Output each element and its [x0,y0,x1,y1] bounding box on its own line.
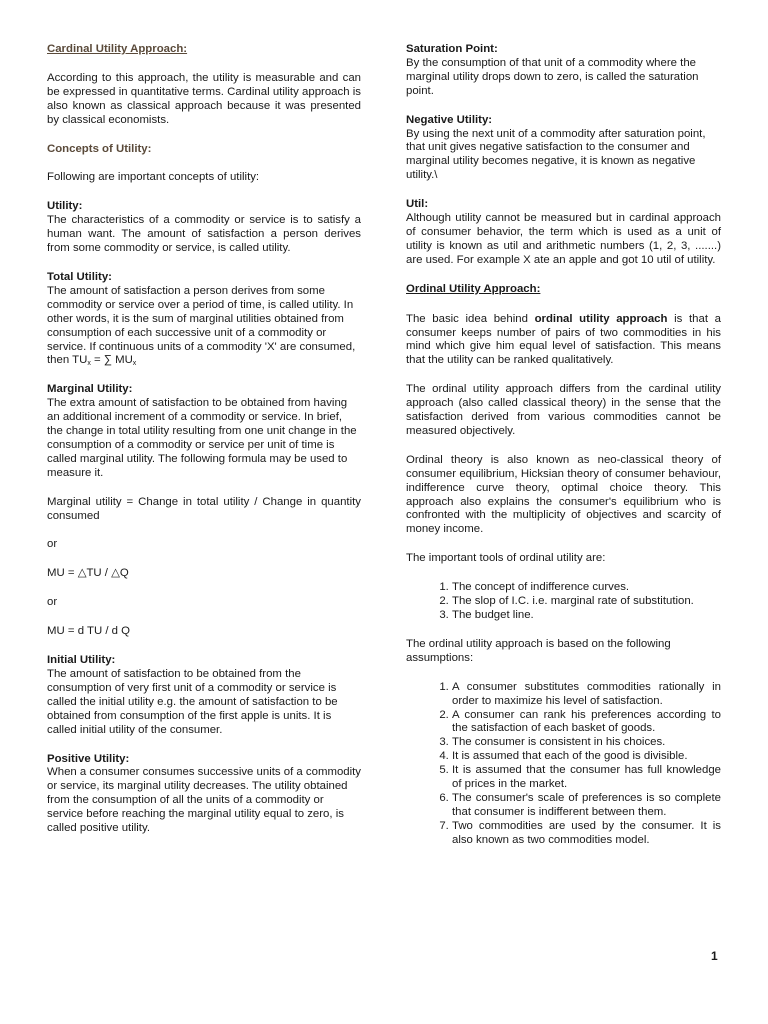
concepts-intro: Following are important concepts of utility: [47,171,260,184]
saturation-paragraph: By the consumption of that unit of a commodity where the marginal utility drops down to zero, is called the saturation point. [406,56,699,97]
right-column [406,43,721,848]
page-number: 1 [711,949,718,963]
list-item: 7. Two commodities are used by the consumer. It is also known as two commodities model. [452,820,721,848]
ordinal-heading: Ordinal Utility Approach: [406,282,541,295]
or-separator: or [47,538,58,551]
total-utility-paragraph [47,285,361,368]
list-item: 3. The consumer is consistent in his choices. [452,736,721,750]
utility-paragraph: The characteristics of a commodity or service is to satisfy a human want. The amount of satisfaction a person derives from some commodity or service, is called utility. [47,214,361,255]
positive-utility-heading: Positive Utility: [47,752,130,765]
ordinal-paragraph-3: Ordinal theory is also known as neo-classical theory of consumer equilibrium, Hicksian theory of consumer behaviour, indifference curve theory, optimal choice theory. This approach also explains the consumer's equilibrium who is confronted with the multiplicity of objectives and scarcity of money income. [406,453,721,536]
ordinal-p1-post: is that a consumer keeps number of pairs of two commodities in his mind which give him equal level of satisfaction. This means that the utility can be ranked qualitatively. [406,312,721,367]
ordinal-p1-bold: ordinal utility approach [534,312,668,325]
util-heading: Util: [406,198,429,211]
list-item: 5. It is assumed that the consumer has full knowledge of prices in the market. [452,764,721,792]
tu-subscript: x [87,360,91,368]
total-utility-heading: Total Utility: [47,270,112,283]
assumptions-list [406,681,721,848]
total-utility-equation: = ∑ MU [90,354,133,367]
formula-marginal-utility: Marginal utility = Change in total utility / Change in quantity consumed [47,495,361,522]
negative-utility-heading: Negative Utility: [406,113,493,126]
formula-derivative: MU = d TU / d Q [47,625,131,638]
formula-delta: MU = △TU / △Q [47,567,129,580]
or-separator: or [47,596,58,609]
assumptions-intro: The ordinal utility approach is based on the following assumptions: [406,637,671,664]
list-item: 3. The budget line. [452,609,721,623]
marginal-utility-heading: Marginal Utility: [47,383,133,396]
ordinal-paragraph-1 [406,313,721,369]
mu-subscript: x [132,360,137,368]
list-item: 2. A consumer can rank his preferences according to the satisfaction of each basket of goods. [452,709,721,737]
marginal-utility-paragraph: The extra amount of satisfaction to be obtained from having an additional increment of a commodity or service. In brief, the change in total utility resulting from one unit change in the consumption of a commodity or service per unit of time is called marginal utility. The following formula may be used to measure it. [47,397,357,479]
total-utility-text: The amount of satisfaction a person derives from some commodity or service over a period of time, is called utility. In other words, it is the sum of marginal utilities obtained from consumption of each successive unit of a commodity or service. If continuous units of a commodity 'X' are consumed, then TU [47,284,356,367]
concepts-heading: Concepts of Utility: [47,142,152,155]
initial-utility-heading: Initial Utility: [47,654,116,667]
list-item: 1. The concept of indifference curves. [452,581,721,595]
initial-utility-paragraph: The amount of satisfaction to be obtained from the consumption of very first unit of a commodity or service is called the initial utility e.g. the amount of satisfaction to be obtained from consumption of the first apple is units. It is called initial utility of the consumer. [47,668,338,736]
ordinal-paragraph-2: The ordinal utility approach differs from the cardinal utility approach (also called classical theory) in the sense that the satisfaction derived from various commodities cannot be measured objectively. [406,383,721,437]
util-paragraph: Although utility cannot be measured but in cardinal approach of consumer behavior, the term which is used as a unit of utility is known as util and arithmetic numbers (1, 2, 3, .......) are used. For example X ate an apple and got 10 util of utility. [406,212,721,266]
tools-intro: The important tools of ordinal utility are: [406,552,606,565]
list-item: 1. A consumer substitutes commodities rationally in order to maximize his level of satisfaction. [452,681,721,709]
list-item: 6. The consumer's scale of preferences is so complete that consumer is indifferent between them. [452,792,721,820]
list-item: 2. The slop of I.C. i.e. marginal rate of substitution. [452,595,721,609]
saturation-heading: Saturation Point: [406,43,498,55]
tools-list [406,581,721,623]
list-item: 4. It is assumed that each of the good is divisible. [452,750,721,764]
positive-utility-paragraph: When a consumer consumes successive units of a commodity or service, its marginal utility decreases. The utility obtained from the consumption of all the units of a commodity or service before reaching the marginal utility equal to zero, is called positive utility. [47,766,362,835]
ordinal-p1-pre: The basic idea behind [406,312,535,325]
utility-heading: Utility: [47,200,83,213]
negative-utility-paragraph: By using the next unit of a commodity after saturation point, that unit gives negative satisfaction to the consumer and marginal utility becomes negative, it is known as negative utility.\ [406,127,706,182]
left-column [47,43,361,836]
cardinal-paragraph: According to this approach, the utility is measurable and can be expressed in quantitative terms. Cardinal utility approach is also known as classical approach because it was presented by classical economists. [47,71,361,126]
cardinal-heading: Cardinal Utility Approach: [47,43,188,55]
